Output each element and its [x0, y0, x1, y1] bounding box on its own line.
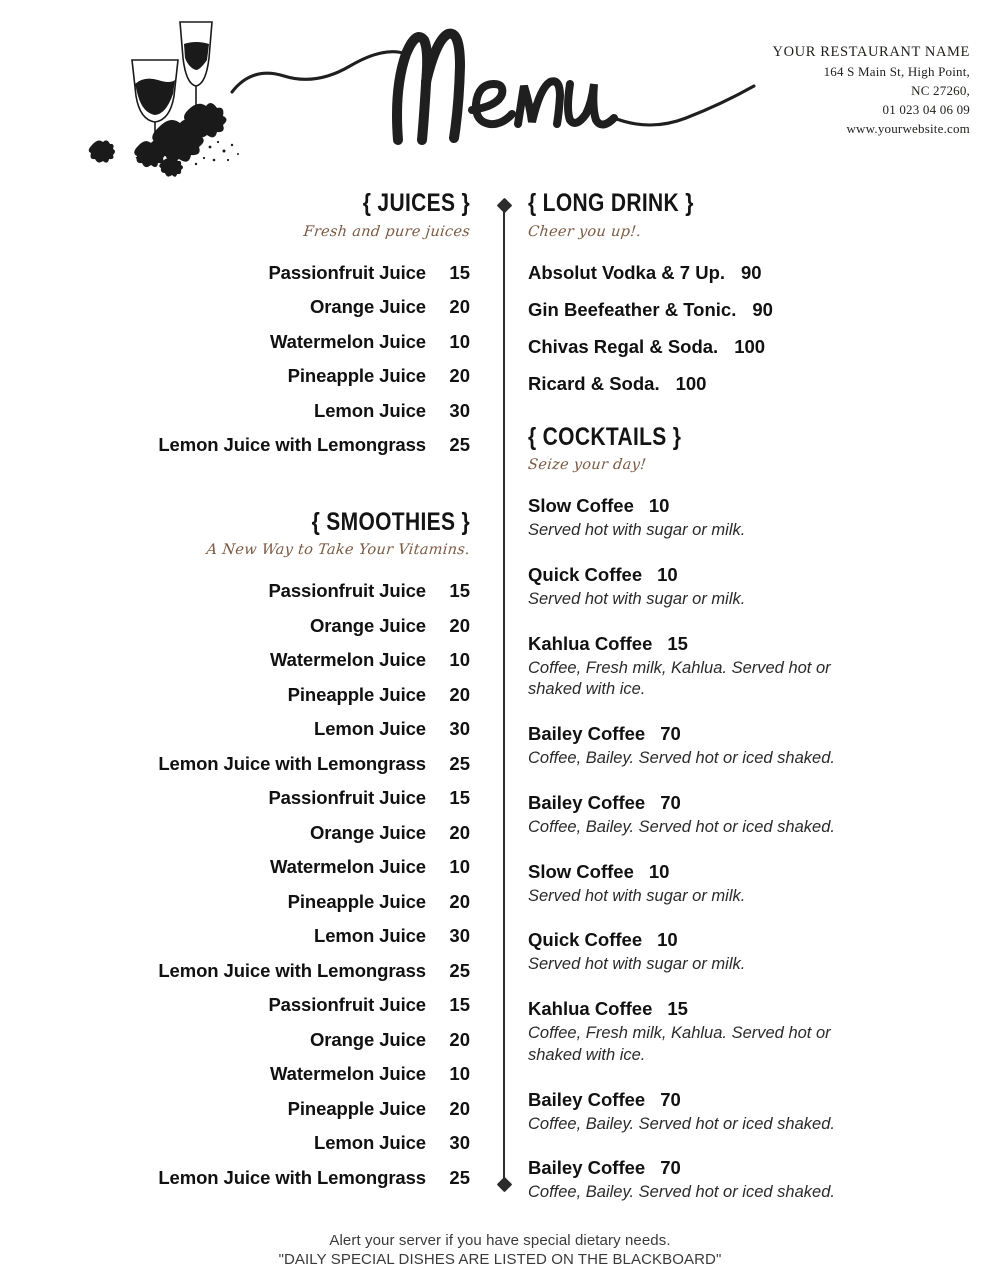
- menu-item-row[interactable]: [528, 792, 920, 839]
- menu-item-row[interactable]: [110, 787, 470, 809]
- menu-item-row[interactable]: [528, 929, 920, 976]
- menu-item-price: 25: [449, 959, 470, 981]
- menu-item-row[interactable]: [528, 861, 920, 908]
- section-title-0: { JUICES }: [362, 189, 470, 217]
- menu-item-row[interactable]: [110, 296, 470, 318]
- footer-dietary-note: Alert your server if you have special dietary needs.: [329, 1232, 671, 1249]
- menu-item-row[interactable]: [528, 262, 920, 284]
- menu-item-name: Quick Coffee: [528, 929, 643, 951]
- menu-item-price: 15: [667, 632, 688, 654]
- menu-item-price: 15: [449, 787, 470, 808]
- menu-item-name: Pineapple Juice: [287, 365, 426, 386]
- section-title-1: { COCKTAILS }: [528, 422, 682, 451]
- section-gap: [528, 410, 920, 424]
- menu-item-row[interactable]: [528, 633, 920, 702]
- menu-item-name: Watermelon Juice: [269, 856, 426, 877]
- menu-columns: [0, 190, 1000, 1200]
- menu-item-name: Lemon Juice with Lemongrass: [158, 752, 426, 774]
- menu-item-row[interactable]: [110, 718, 470, 740]
- menu-item-name: Orange Juice: [309, 614, 426, 636]
- divider-rule: [503, 207, 505, 1183]
- menu-item-row[interactable]: [528, 723, 920, 770]
- menu-item-name: Lemon Juice: [314, 718, 426, 739]
- menu-item-row[interactable]: [110, 1167, 470, 1189]
- menu-item-row[interactable]: [110, 960, 470, 982]
- menu-item-name: Passionfruit Juice: [268, 787, 426, 808]
- menu-item-row[interactable]: [110, 400, 470, 422]
- menu-item-price: 70: [660, 723, 681, 745]
- restaurant-contact-block: [773, 42, 970, 138]
- menu-item-price: 25: [449, 1166, 470, 1188]
- menu-item-row[interactable]: [110, 684, 470, 706]
- menu-item-price: 10: [648, 495, 670, 516]
- menu-item-description: Served hot with sugar or milk.: [528, 886, 746, 905]
- menu-item-head: [528, 495, 920, 517]
- menu-item-name: Pineapple Juice: [287, 890, 426, 912]
- menu-item-name: Orange Juice: [309, 1028, 426, 1050]
- menu-item-name: Kahlua Coffee: [528, 998, 653, 1020]
- menu-item-name: Lemon Juice: [314, 1132, 426, 1153]
- menu-item-row[interactable]: [528, 373, 920, 395]
- menu-item-row[interactable]: [110, 580, 470, 602]
- section-subtitle-0: Fresh and pure juices: [302, 223, 471, 240]
- menu-item-price: 20: [449, 1028, 470, 1050]
- menu-item-price: 70: [660, 791, 681, 813]
- menu-item-head: [528, 564, 920, 586]
- menu-item-price: 30: [449, 718, 470, 739]
- menu-item-row[interactable]: [110, 434, 470, 456]
- menu-item-price: 10: [449, 330, 470, 352]
- menu-item-price: 20: [449, 890, 470, 912]
- menu-item-name: Watermelon Juice: [269, 649, 426, 670]
- menu-item-price: 15: [449, 994, 470, 1015]
- menu-item-price: 15: [449, 261, 470, 283]
- menu-item-price: 70: [660, 1088, 681, 1110]
- menu-item-price: 90: [741, 261, 762, 283]
- menu-item-price: 20: [449, 614, 470, 636]
- restaurant-phone: 01 023 04 06 09: [882, 101, 970, 117]
- section-items-1: [528, 495, 920, 1204]
- menu-item-price: 100: [734, 335, 766, 357]
- left-column: [110, 190, 470, 1201]
- menu-item-price: 100: [675, 372, 707, 394]
- menu-item-row[interactable]: [110, 365, 470, 387]
- menu-item-price: 20: [449, 365, 470, 386]
- menu-item-description: Coffee, Bailey. Served hot or iced shaked.: [528, 749, 835, 768]
- menu-footer: [0, 1232, 1000, 1268]
- menu-item-price: 20: [449, 1097, 470, 1119]
- menu-item-description: Coffee, Bailey. Served hot or iced shaked.: [528, 817, 835, 836]
- menu-item-price: 30: [449, 925, 470, 946]
- menu-item-row[interactable]: [528, 336, 920, 358]
- menu-item-row[interactable]: [110, 891, 470, 913]
- menu-item-name: Kahlua Coffee: [528, 632, 653, 654]
- menu-item-head: [528, 792, 920, 814]
- menu-item-name: Gin Beefeather & Tonic.: [528, 298, 737, 320]
- section-items-1: [110, 580, 470, 1189]
- menu-item-price: 10: [449, 856, 470, 877]
- column-divider: [497, 198, 511, 1192]
- menu-item-price: 30: [449, 399, 470, 421]
- menu-item-row[interactable]: [110, 822, 470, 844]
- menu-item-row[interactable]: [528, 998, 920, 1067]
- menu-item-name: Bailey Coffee: [528, 1157, 646, 1179]
- menu-item-name: Bailey Coffee: [528, 1088, 646, 1110]
- menu-item-price: 10: [449, 1063, 470, 1084]
- menu-item-row[interactable]: [110, 331, 470, 353]
- menu-item-row[interactable]: [110, 615, 470, 637]
- menu-item-head: [528, 633, 920, 655]
- menu-item-name: Lemon Juice with Lemongrass: [158, 434, 426, 455]
- menu-item-name: Watermelon Juice: [269, 330, 426, 352]
- menu-item-name: Passionfruit Juice: [268, 261, 426, 283]
- menu-item-price: 25: [449, 752, 470, 774]
- menu-item-row[interactable]: [110, 1029, 470, 1051]
- menu-item-price: 10: [657, 563, 678, 585]
- menu-item-name: Passionfruit Juice: [268, 994, 426, 1015]
- menu-item-row[interactable]: [110, 1098, 470, 1120]
- menu-item-row[interactable]: [528, 1089, 920, 1136]
- section-title-1: { SMOOTHIES }: [311, 507, 470, 536]
- menu-item-description: Served hot with sugar or milk.: [528, 589, 746, 608]
- menu-item-name: Ricard & Soda.: [528, 372, 660, 394]
- menu-item-head: [528, 1089, 920, 1111]
- menu-item-price: 20: [449, 821, 470, 843]
- menu-item-head: [528, 929, 920, 951]
- menu-item-row[interactable]: [528, 564, 920, 611]
- menu-item-description: Coffee, Bailey. Served hot or iced shaked.: [528, 1183, 835, 1202]
- menu-item-price: 10: [648, 860, 670, 882]
- menu-item-name: Bailey Coffee: [528, 791, 646, 813]
- menu-item-name: Pineapple Juice: [287, 1097, 426, 1119]
- restaurant-website: www.yourwebsite.com: [846, 120, 970, 136]
- menu-item-description: Coffee, Bailey. Served hot or iced shaked.: [528, 1114, 835, 1133]
- menu-item-name: Passionfruit Juice: [268, 580, 426, 601]
- menu-item-row[interactable]: [528, 299, 920, 321]
- menu-item-price: 10: [449, 649, 470, 670]
- menu-item-price: 90: [752, 298, 773, 320]
- menu-item-name: Bailey Coffee: [528, 723, 646, 745]
- menu-item-row[interactable]: [110, 753, 470, 775]
- menu-item-row[interactable]: [110, 994, 470, 1016]
- footer-blackboard-note: "DAILY SPECIAL DISHES ARE LISTED ON THE BLACKBOARD": [278, 1251, 722, 1268]
- menu-item-name: Lemon Juice: [314, 925, 426, 946]
- section-subtitle-1: A New Way to Take Your Vitamins.: [205, 542, 471, 558]
- menu-item-row[interactable]: [110, 856, 470, 878]
- menu-item-price: 15: [667, 998, 688, 1020]
- menu-item-row[interactable]: [528, 1157, 920, 1204]
- menu-item-row[interactable]: [110, 1132, 470, 1154]
- menu-item-head: [528, 861, 920, 883]
- section-subtitle-1: Seize your day!: [527, 457, 648, 473]
- menu-item-name: Slow Coffee: [528, 495, 634, 516]
- menu-item-price: 70: [660, 1157, 681, 1179]
- menu-item-name: Lemon Juice with Lemongrass: [158, 959, 426, 981]
- menu-item-row[interactable]: [110, 649, 470, 671]
- menu-item-price: 15: [449, 580, 470, 601]
- page-title: [230, 14, 760, 154]
- section-title-0: { LONG DRINK }: [528, 189, 694, 217]
- menu-item-price: 25: [449, 434, 470, 455]
- menu-item-description: Served hot with sugar or milk.: [528, 955, 746, 974]
- menu-item-head: [528, 723, 920, 745]
- restaurant-address-line-1: 164 S Main St, High Point,: [823, 64, 970, 80]
- menu-item-name: Absolut Vodka & 7 Up.: [528, 261, 726, 283]
- diamond-bottom-icon: [496, 1177, 512, 1193]
- menu-item-description: Coffee, Fresh milk, Kahlua. Served hot or shaked with ice.: [528, 658, 831, 699]
- section-items-0: [110, 262, 470, 457]
- menu-item-price: 20: [449, 683, 470, 705]
- menu-item-price: 30: [449, 1132, 470, 1153]
- menu-item-description: Coffee, Fresh milk, Kahlua. Served hot or shaked with ice.: [528, 1024, 831, 1064]
- right-column: [528, 190, 920, 1226]
- menu-item-name: Orange Juice: [309, 296, 426, 317]
- menu-item-row[interactable]: [110, 262, 470, 284]
- menu-item-name: Quick Coffee: [528, 563, 643, 585]
- restaurant-address-line-2: NC 27260,: [911, 82, 970, 98]
- menu-item-head: [528, 998, 920, 1020]
- menu-item-name: Chivas Regal & Soda.: [528, 335, 719, 357]
- menu-item-head: [528, 1157, 920, 1179]
- menu-item-price: 10: [657, 929, 678, 951]
- menu-item-row[interactable]: [528, 495, 920, 542]
- menu-item-name: Orange Juice: [309, 821, 426, 843]
- menu-item-name: Lemon Juice: [314, 399, 426, 421]
- menu-item-name: Watermelon Juice: [269, 1063, 426, 1084]
- restaurant-name: YOUR RESTAURANT NAME: [772, 44, 970, 60]
- menu-item-description: Served hot with sugar or milk.: [528, 521, 746, 539]
- menu-item-row[interactable]: [110, 925, 470, 947]
- menu-item-price: 20: [449, 296, 470, 317]
- menu-item-row[interactable]: [110, 1063, 470, 1085]
- menu-header: [0, 0, 1000, 190]
- menu-item-name: Pineapple Juice: [287, 683, 426, 705]
- section-gap: [110, 469, 470, 509]
- menu-item-name: Slow Coffee: [528, 860, 634, 882]
- section-items-0: [528, 262, 920, 395]
- menu-item-name: Lemon Juice with Lemongrass: [158, 1166, 426, 1188]
- section-subtitle-0: Cheer you up!.: [527, 223, 643, 240]
